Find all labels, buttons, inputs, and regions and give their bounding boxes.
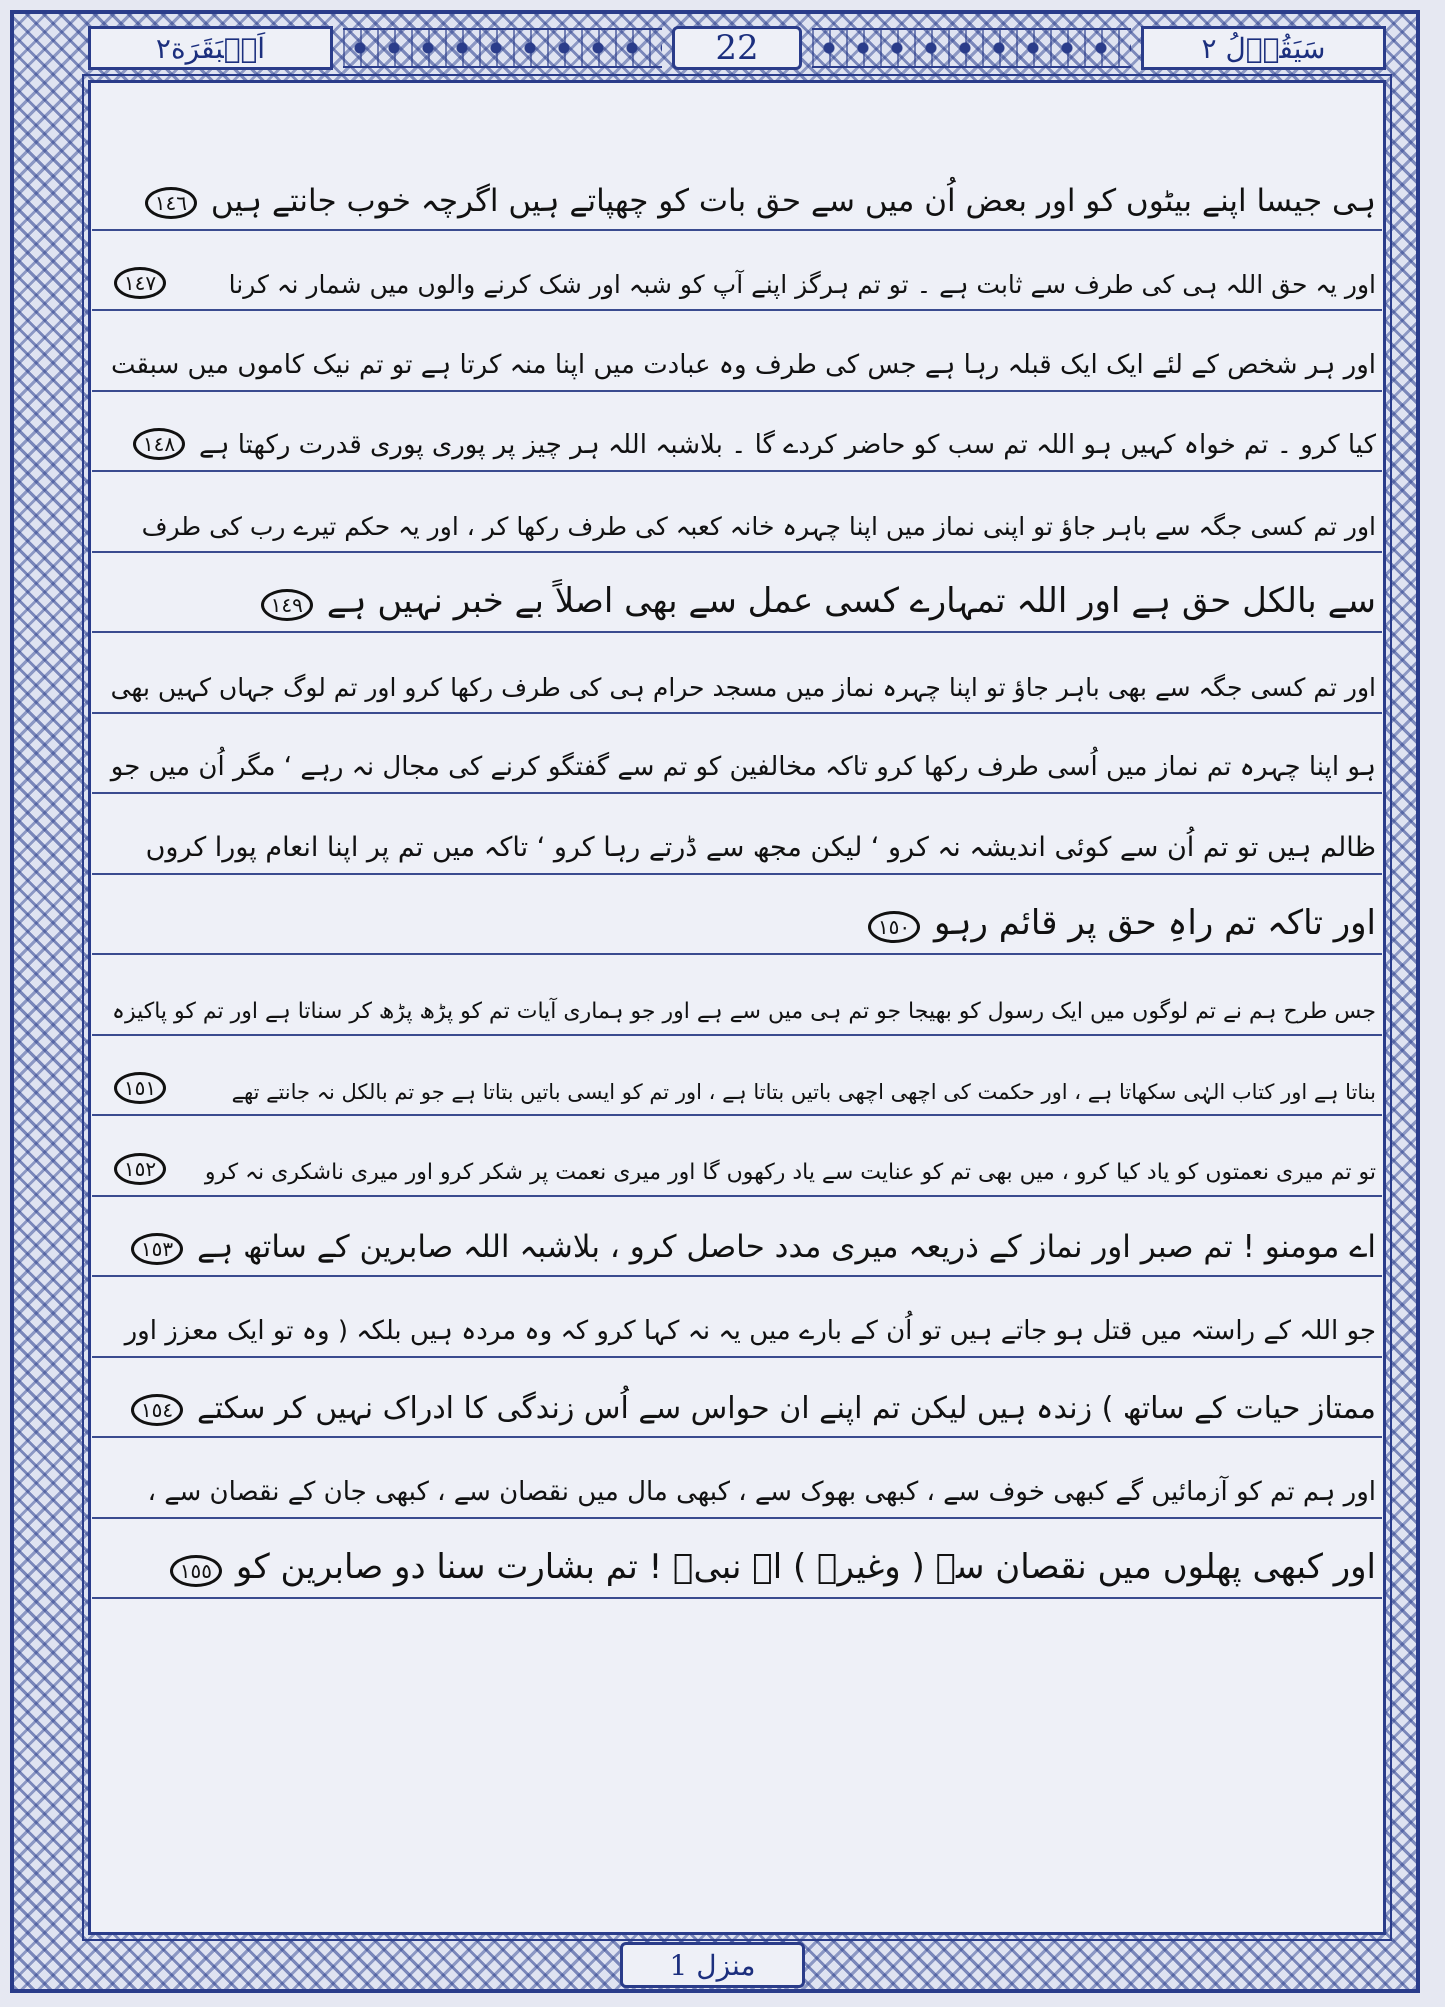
line-text: ظالم ہیں تو تم اُن سے کوئی اندیشہ نہ کرو ‘ لیکن مجھ سے ڈرتے رہا کرو ‘ تاکہ میں تم پر اپنا انعام پورا کروں xyxy=(145,831,1376,863)
text-line xyxy=(92,231,1382,312)
text-line xyxy=(92,794,1382,875)
line-text: اور تاکہ تم راہِ حق پر قائم رہو xyxy=(934,903,1376,943)
text-line xyxy=(92,1197,1382,1278)
text-line xyxy=(92,472,1382,553)
text-line xyxy=(92,875,1382,956)
text-line xyxy=(92,150,1382,231)
para-name: سَيَقُوۡلُ ٢ xyxy=(1141,26,1386,70)
line-text: کیا کرو ۔ تم خواہ کہیں ہو اللہ تم سب کو حاضر کردے گا ۔ بلاشبہ اللہ ہر چیز پر پوری پوری قدرت رکھتا ہے xyxy=(198,430,1376,460)
ayah-number-marker: ١٤٨ xyxy=(133,428,185,460)
text-line xyxy=(92,1036,1382,1117)
line-text: اور تم کسی جگہ سے بھی باہر جاؤ تو اپنا چہرہ نماز میں مسجد حرام ہی کی طرف رکھا کرو اور تم لوگ جہاں کہیں بھی xyxy=(110,672,1376,702)
text-line xyxy=(92,714,1382,795)
text-line xyxy=(92,955,1382,1036)
ayah-number-marker: ١٥٠ xyxy=(868,911,920,943)
ayah-number-marker: ١٤٦ xyxy=(145,187,197,219)
ayah-number-marker: ١٥٥ xyxy=(170,1555,222,1587)
text-line xyxy=(92,1358,1382,1439)
manzil-label: منزل 1 xyxy=(620,1942,805,1988)
ayah-number-marker: ١٤٧ xyxy=(114,267,166,299)
header-ornament-left xyxy=(343,28,662,68)
line-text: اور ہر شخص کے لئے ایک ایک قبلہ رہا ہے جس کی طرف وہ عبادت میں اپنا منہ کرتا ہے تو تم نیک کاموں میں سبقت xyxy=(110,349,1376,380)
ayah-number-marker: ١٤٩ xyxy=(261,589,313,621)
page-header xyxy=(88,22,1386,74)
ayah-number-marker: ١٥٤ xyxy=(131,1394,183,1426)
line-text: اور یہ حق اللہ ہی کی طرف سے ثابت ہے ۔ تو تم ہرگز اپنے آپ کو شبہ اور شک کرنے والوں میں شمار نہ کرنا xyxy=(228,270,1376,299)
text-line xyxy=(92,1277,1382,1358)
text-line xyxy=(92,1519,1382,1600)
line-text: تو تم میری نعمتوں کو یاد کیا کرو ، میں بھی تم کو عنایت سے یاد رکھوں گا اور میری نعمت پر شکر کرو اور میری ناشکری نہ کرو xyxy=(204,1159,1376,1185)
line-text: اور ہم تم کو آزمائیں گے کبھی خوف سے ، کبھی بھوک سے ، کبھی مال میں نقصان سے ، کبھی جان کے نقصان سے ، xyxy=(147,1476,1376,1507)
page-number: 22 xyxy=(672,26,802,70)
text-lines xyxy=(92,150,1382,1599)
line-text: ہو اپنا چہرہ تم نماز میں اُسی طرف رکھا کرو تاکہ مخالفین کو تم سے گفتگو کرنے کی مجال نہ رہے ‘ مگر اُن میں جو xyxy=(110,752,1376,782)
surah-name: اَلۡبَقَرَة٢ xyxy=(88,26,333,70)
ayah-number-marker: ١٥٣ xyxy=(131,1233,183,1265)
line-text: اور تم کسی جگہ سے باہر جاؤ تو اپنی نماز میں اپنا چہرہ خانہ کعبہ کی طرف رکھا کر ، اور یہ حکم تیرے رب کی طرف xyxy=(141,511,1376,541)
line-text: سے بالکل حق ہے اور اللہ تمہارے کسی عمل سے بھی اصلاً بے خبر نہیں ہے xyxy=(326,581,1376,621)
text-line xyxy=(92,633,1382,714)
text-line xyxy=(92,1116,1382,1197)
text-line xyxy=(92,392,1382,473)
ayah-number-marker: ١٥٢ xyxy=(114,1153,166,1185)
header-ornament-right xyxy=(812,28,1131,68)
line-text: ممتاز حیات کے ساتھ ) زندہ ہیں لیکن تم اپنے ان حواس سے اُس زندگی کا ادراک نہیں کر سکتے xyxy=(197,1391,1376,1426)
line-text: ہی جیسا اپنے بیٹوں کو اور بعض اُن میں سے حق بات کو چھپاتے ہیں اگرچہ خوب جانتے ہیں xyxy=(210,182,1376,219)
line-text: اور کبھی پھلوں میں نقصان سے ( وغیرہ ) اے نبیؐ ! تم بشارت سنا دو صابرین کو xyxy=(235,1547,1376,1587)
text-line xyxy=(92,311,1382,392)
line-text: جو اللہ کے راستہ میں قتل ہو جاتے ہیں تو اُن کے بارے میں یہ نہ کہا کرو کہ وہ مردہ ہیں بلکہ ( وہ تو ایک معزز اور xyxy=(124,1315,1376,1346)
line-text: اے مومنو ! تم صبر اور نماز کے ذریعہ میری مدد حاصل کرو ، بلاشبہ اللہ صابرین کے ساتھ ہے xyxy=(197,1229,1376,1265)
line-text: جس طرح ہم نے تم لوگوں میں ایک رسول کو بھیجا جو تم ہی میں سے ہے اور جو ہماری آیات تم کو پڑھ پڑھ کر سناتا ہے اور تم کو پاکیزہ xyxy=(112,998,1376,1024)
text-line xyxy=(92,553,1382,634)
ayah-number-marker: ١٥١ xyxy=(114,1072,166,1104)
text-line xyxy=(92,1438,1382,1519)
line-text: بناتا ہے اور کتاب الہٰی سکھاتا ہے ، اور حکمت کی اچھی اچھی باتیں بتاتا ہے ، اور تم کو ایسی باتیں بتاتا ہے جو تم بالکل نہ جانتے تھے xyxy=(231,1080,1376,1104)
